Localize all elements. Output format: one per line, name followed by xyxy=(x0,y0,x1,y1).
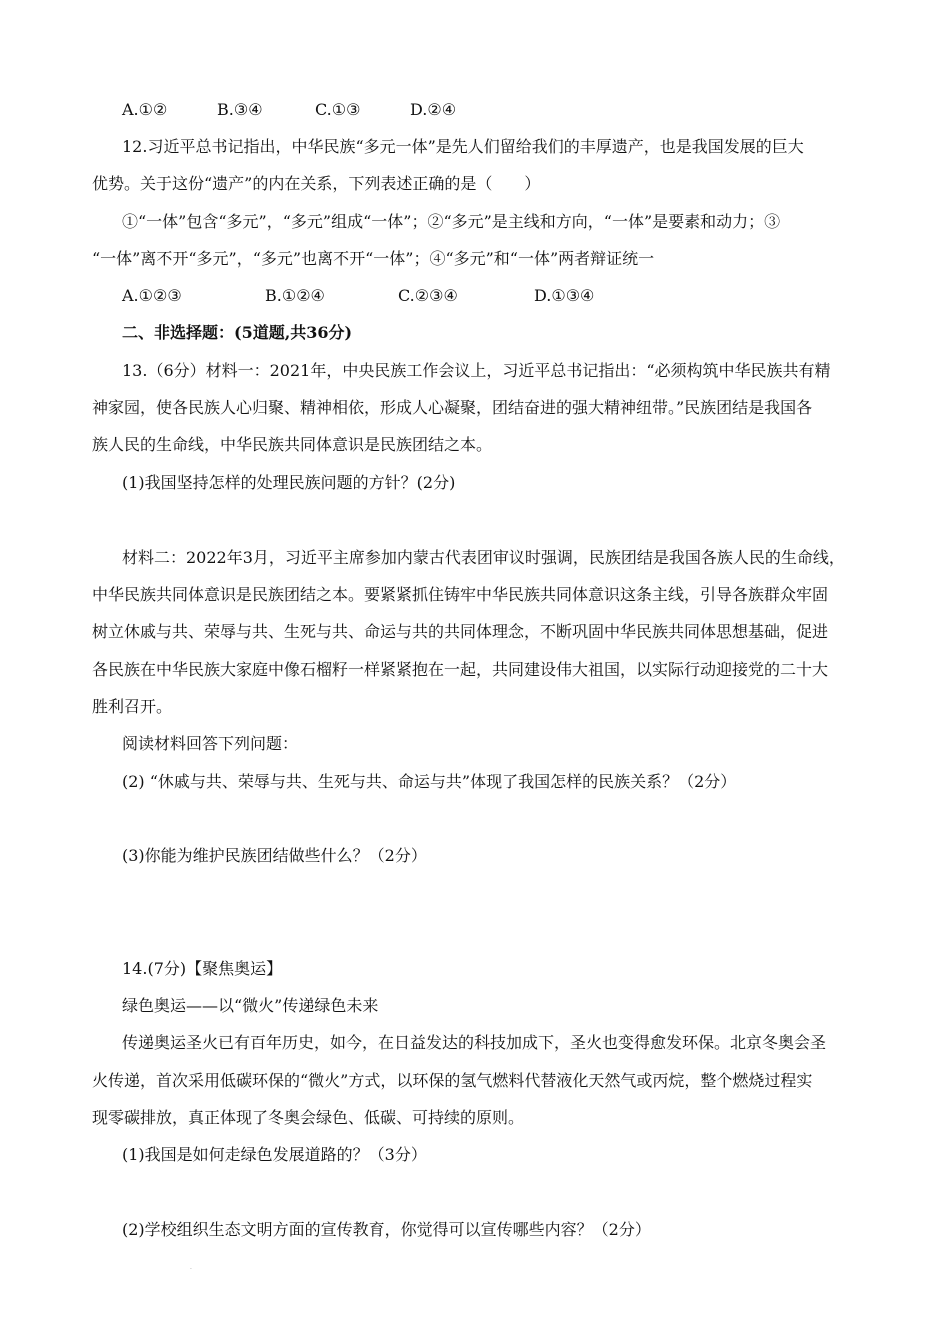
q13-instruction: 阅读材料回答下列问题： xyxy=(122,734,299,753)
q14-header: 14.(7分)【聚焦奥运】 xyxy=(122,959,283,978)
section2-title: 二、非选择题：(5道题,共36分) xyxy=(122,323,353,342)
q13-material1-line1: 13.（6分）材料一：2021年，中央民族工作会议上，习近平总书记指出：“必须构筑中华民族共有精 xyxy=(122,361,831,380)
q13-sub3: (3)你能为维护民族团结做些什么？（2分） xyxy=(122,846,427,865)
q13-sub2: (2) “休戚与共、荣辱与共、生死与共、命运与共”体现了我国怎样的民族关系？（2分） xyxy=(122,772,737,791)
q13-material2-line3: 树立休戚与共、荣辱与共、生死与共、命运与共的共同体理念，不断巩固中华民族共同体思想基础，促进 xyxy=(92,622,829,641)
q12-option-a: A.①②③ xyxy=(122,286,182,305)
q14-paragraph-line1: 传递奥运圣火已有百年历史，如今，在日益发达的科技加成下，圣火也变得愈发环保。北京冬奥会圣 xyxy=(122,1033,827,1052)
q12-stem-line1: 12.习近平总书记指出，中华民族“多元一体”是先人们留给我们的丰厚遗产，也是我国发展的巨大 xyxy=(122,137,804,156)
q12-stem-line2: 优势。关于这份“遗产”的内在关系，下列表述正确的是（ ） xyxy=(92,174,541,193)
q11-option-c: C.①③ xyxy=(315,100,361,119)
q12-statements-line1: ①“一体”包含“多元”，“多元”组成“一体”；②“多元”是主线和方向，“一体”是要素和动力；③ xyxy=(122,212,781,231)
q13-material2-line4: 各民族在中华民族大家庭中像石榴籽一样紧紧抱在一起，共同建设伟大祖国，以实际行动迎接党的二十大 xyxy=(92,660,829,679)
scan-speck: · xyxy=(190,1266,192,1273)
q12-options xyxy=(122,286,594,306)
q11-option-b: B.③④ xyxy=(217,100,263,119)
q11-options xyxy=(122,100,456,120)
q13-material2-line2: 中华民族共同体意识是民族团结之本。要紧紧抓住铸牢中华民族共同体意识这条主线，引导各族群众牢固 xyxy=(92,585,829,604)
q13-material1-line3: 族人民的生命线，中华民族共同体意识是民族团结之本。 xyxy=(92,435,493,454)
q12-option-b: B.①②④ xyxy=(265,286,325,305)
q13-material1-line2: 神家园，使各民族人心归聚、精神相依，形成人心凝聚，团结奋进的强大精神纽带。”民族团结是我国各 xyxy=(92,398,813,417)
q12-statements-line2: “一体”离不开“多元”，“多元”也离不开“一体”；④“多元”和“一体”两者辩证统一 xyxy=(92,249,655,268)
q13-material2-line5: 胜利召开。 xyxy=(92,697,173,716)
q11-option-d: D.②④ xyxy=(410,100,457,119)
q13-sub1: (1)我国坚持怎样的处理民族问题的方针？(2分) xyxy=(122,473,456,492)
q14-paragraph-line3: 现零碳排放，真正体现了冬奥会绿色、低碳、可持续的原则。 xyxy=(92,1108,525,1127)
q13-material2-line1: 材料二：2022年3月，习近平主席参加内蒙古代表团审议时强调，民族团结是我国各族人民的生命线， xyxy=(122,548,845,567)
q11-option-a: A.①② xyxy=(122,100,168,119)
q14-subtitle: 绿色奥运——以“微火”传递绿色未来 xyxy=(122,996,379,1015)
q12-option-d: D.①③④ xyxy=(534,286,595,305)
q14-sub2: (2)学校组织生态文明方面的宣传教育，你觉得可以宣传哪些内容？（2分） xyxy=(122,1220,651,1239)
q14-sub1: (1)我国是如何走绿色发展道路的？（3分） xyxy=(122,1145,427,1164)
q14-paragraph-line2: 火传递，首次采用低碳环保的“微火”方式，以环保的氢气燃料代替液化天然气或丙烷，整个燃烧过程实 xyxy=(92,1071,813,1090)
q12-option-c: C.②③④ xyxy=(398,286,458,305)
